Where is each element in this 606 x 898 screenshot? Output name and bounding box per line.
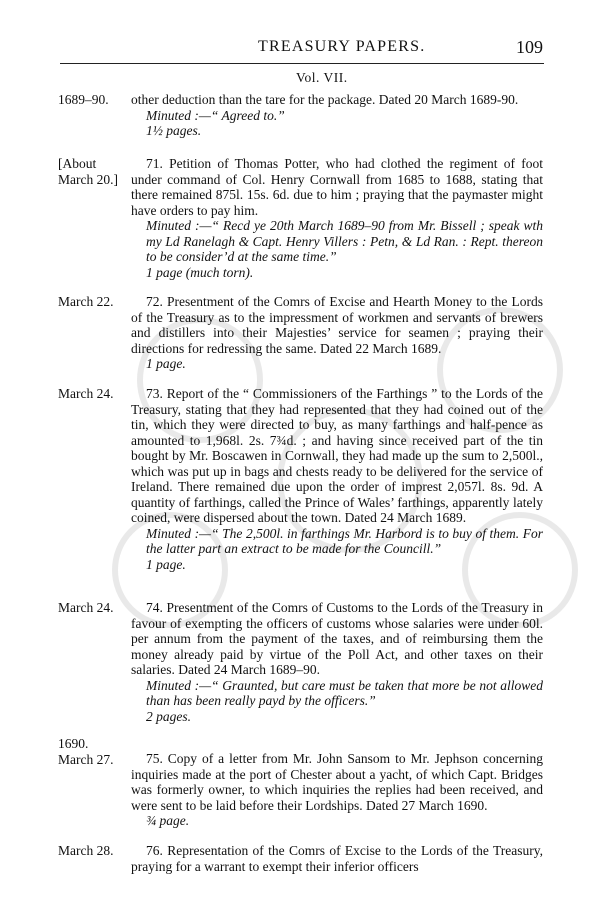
volume-label: Vol. VII. xyxy=(296,70,348,85)
entry-pages: ¾ page. xyxy=(146,813,190,828)
entry-72 xyxy=(131,294,543,372)
running-header xyxy=(0,38,606,60)
entry-minute: Minuted :—“ The 2,500l. in farthings Mr. Harbord is to buy of them. For the latter part an extract to be made for the Councill.” xyxy=(146,525,543,556)
page-number: 109 xyxy=(516,37,543,57)
entry-text: other deduction than the tare for the package. Dated 20 March 1689-90. xyxy=(131,92,519,107)
entry-73 xyxy=(131,386,543,572)
header-rule xyxy=(60,63,544,64)
margin-date: 1689–90. xyxy=(58,92,109,107)
entry-pages: 1 page. xyxy=(146,556,186,572)
entry-minute: Minuted :—“ Agreed to.” xyxy=(146,107,285,123)
entry-text: 75. Copy of a letter from Mr. John Sansom to Mr. Jephson concerning inquiries made at the port of Chester about a yacht, of which Capt. Bridges was formerly owner, to which inquiries the replies had been received, and were sent to be laid before their Lordships. Dated 27 March 1690. xyxy=(131,751,543,813)
entry-text: 71. Petition of Thomas Potter, who had clothed the regiment of foot under command of Col. Henry Cornwall from 1685 to 1688, stating that there remained 875l. 15s. 6d. due to him ; praying that the paymaster might have orders to pay him. xyxy=(131,156,543,218)
margin-date: March 24. xyxy=(58,600,114,615)
entry-minute: Minuted :—“ Recd ye 20th March 1689–90 from Mr. Bissell ; speak wth my Ld Ranelagh & Capt. Henry Villers : Petn, & Ld Ran. : Rept. thereon to be consider’d at the same time.” xyxy=(146,218,543,264)
margin-date: March 28. xyxy=(58,843,114,858)
entry-pages: 2 pages. xyxy=(146,708,191,724)
margin-date: March 22. xyxy=(58,294,114,309)
entry-71 xyxy=(131,156,543,280)
running-title: TREASURY PAPERS. xyxy=(258,38,426,55)
entry-minute: Minuted :—“ Graunted, but care must be taken that more be not allowed than has been really payd by the officers.” xyxy=(146,677,543,708)
entry-text: 73. Report of the “ Commissioners of the Farthings ” to the Lords of the Treasury, stating that they had represented that they had coined out of the tin, which they were directed to buy, as many farthings and half-pence as amounted to 1,968l. 2s. 7¾d. ; and having since received part of the tin bought by Mr. Boscawen in Cornwall, they had made up the sum to 2,500l., which was put up in bags and chests ready to be delivered for the service of Ireland. There remained due upon the order of imprest 2,057l. 8s. 9d. A quantity of farthings, called the Prince of Wales’ farthings, apparently lately coined, were dispersed about the town. Dated 24 March 1689. xyxy=(131,386,543,525)
entry-pages: 1 page. xyxy=(146,356,186,371)
entry-text: 74. Presentment of the Comrs of Customs to the Lords of the Treasury in favour of exempting the officers of customs whose salaries were under 60l. per annum from the payment of the taxes, and of reimbursing them the money already paid by virtue of the Poll Act, and other taxes on their salaries. Dated 24 March 1689–90. xyxy=(131,600,543,677)
margin-date: March 24. xyxy=(58,386,114,401)
entry-text: 76. Representation of the Comrs of Excise to the Lords of the Treasury, praying for a warrant to exempt their inferior officers xyxy=(131,843,543,874)
entry-pages: 1 page (much torn). xyxy=(146,264,254,280)
entry-75 xyxy=(131,751,543,829)
entry-text: 72. Presentment of the Comrs of Excise and Hearth Money to the Lords of the Treasury as to the impressment of workmen and servants of brewers and distillers into their Majesties’ service for seamen ; praying their directions for redressing the same. Dated 22 March 1689. xyxy=(131,294,543,356)
entry-74 xyxy=(131,600,543,724)
margin-date: 1690. March 27. xyxy=(58,736,114,767)
entry-76 xyxy=(131,843,543,874)
margin-date: [About March 20.] xyxy=(58,156,118,187)
entry-pages: 1½ pages. xyxy=(146,123,202,138)
entry-continuation xyxy=(131,92,543,139)
